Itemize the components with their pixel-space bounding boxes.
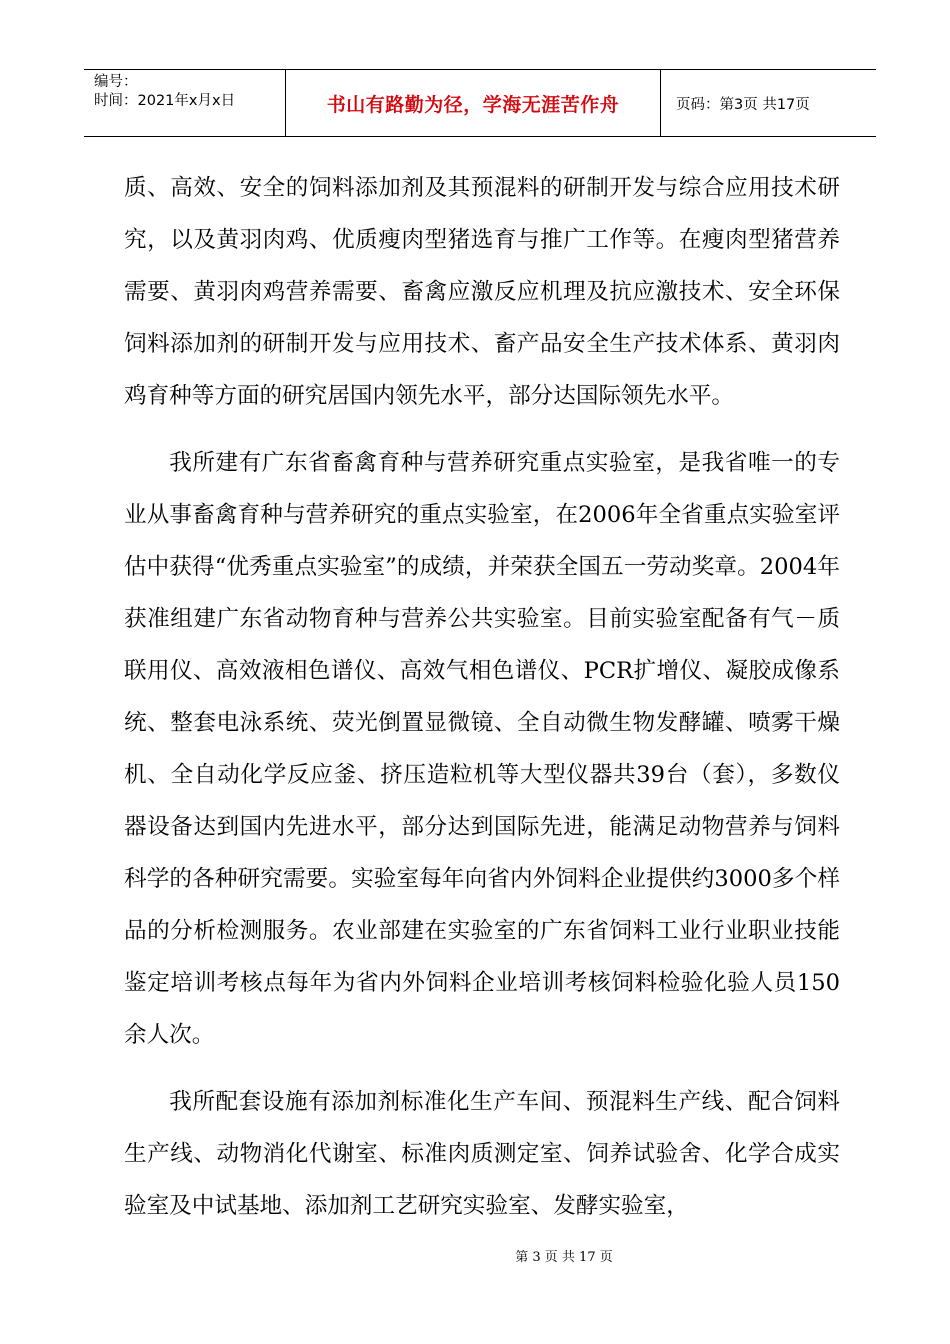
document-body bbox=[124, 162, 840, 1232]
page-footer: 第 3 页 共 17 页 bbox=[515, 1250, 613, 1265]
header-meta bbox=[94, 73, 284, 111]
paragraph-2: 我所建有广东省畜禽育种与营养研究重点实验室，是我省唯一的专业从事畜禽育种与营养研究的重点实验室，在2006年全省重点实验室评估中获得“优秀重点实验室”的成绩，并荣获全国五一劳动奖章。2004年获准组建广东省动物育种与营养公共实验室。目前实验室配备有气－质联用仪、高效液相色谱仪、高效气相色谱仪、PCR扩增仪、凝胶成像系统、整套电泳系统、荧光倒置显微镜、全自动微生物发酵罐、喷雾干燥机、全自动化学反应釜、挤压造粒机等大型仪器共39台（套），多数仪器设备达到国内先进水平，部分达到国际先进，能满足动物营养与饲料科学的各种研究需要。实验室每年向省内外饲料企业提供约3000多个样品的分析检测服务。农业部建在实验室的广东省饲料工业行业职业技能鉴定培训考核点每年为省内外饲料企业培训考核饲料检验化验人员150余人次。 bbox=[124, 450, 840, 1048]
header-motto-cell bbox=[285, 70, 661, 136]
header-motto: 书山有路勤为径，学海无涯苦作舟 bbox=[326, 94, 620, 116]
header-page-info: 页码：第3页 共17页 bbox=[676, 97, 810, 113]
paragraph-1: 质、高效、安全的饲料添加剂及其预混料的研制开发与综合应用技术研究，以及黄羽肉鸡、优质瘦肉型猪选育与推广工作等。在瘦肉型猪营养需要、黄羽肉鸡营养需要、畜禽应激反应机理及抗应激技术、安全环保饲料添加剂的研制开发与应用技术、畜产品安全生产技术体系、黄羽肉鸡育种等方面的研究居国内领先水平，部分达国际领先水平。 bbox=[124, 175, 840, 409]
page-header bbox=[84, 69, 876, 137]
paragraph-3: 我所配套设施有添加剂标准化生产车间、预混料生产线、配合饲料生产线、动物消化代谢室、标准肉质测定室、饲养试验舍、化学合成实验室及中试基地、添加剂工艺研究实验室、发酵实验室， bbox=[124, 1089, 840, 1219]
serial-number-label: 编号： bbox=[94, 74, 138, 90]
time-label: 时间：2021年x月x日 bbox=[94, 93, 236, 109]
